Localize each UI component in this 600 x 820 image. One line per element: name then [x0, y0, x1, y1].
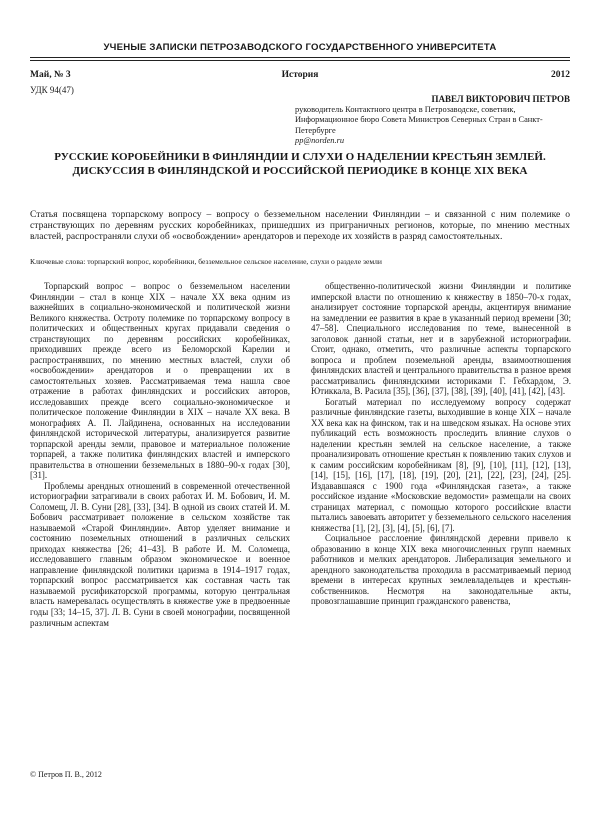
author-affiliation: руководитель Контактного центра в Петрозаводске, советник, Информационное бюро Совета Министров Северных Стран в Санкт-Петербурге — [295, 105, 543, 135]
section-name: История — [281, 70, 319, 80]
issue-number: Май, № 3 — [30, 70, 71, 80]
article-title: РУССКИЕ КОРОБЕЙНИКИ В ФИНЛЯНДИИ И СЛУХИ О НАДЕЛЕНИИ КРЕСТЬЯН ЗЕМЛЕЙ. ДИСКУССИЯ В ФИНЛЯНДСКОЙ И РОССИЙСКОЙ ПЕРИОДИКЕ В КОНЦЕ XIX ВЕКА — [54, 151, 546, 177]
journal-title: УЧЕНЫЕ ЗАПИСКИ ПЕТРОЗАВОДСКОГО ГОСУДАРСТВЕННОГО УНИВЕРСИТЕТА — [103, 42, 497, 53]
paragraph: Проблемы арендных отношений в современной отечественной историографии затрагивали в своих работах И. М. Бобович, И. М. Соломещ, Л. В. Суни [28], [33], [34]. В одной из своих статей И. М. Бобович рассматривает положение в сельском хозяйстве так называемой «Старой Финляндии». Автор уделяет внимание и состоянию поземельных отношений в различных сельских приходах княжества [26; 41–43]. В работе И. М. Соломеща, исследовавшего главным образом экономическое и военное направление финляндской политики царизма в 1914–1917 годах, торпарский вопрос рассматривается как составная часть так называемой русификаторской программы, которую центральная власть намеревалась осуществлять в княжестве уже в предвоенные годы [33; 14–15, 37]. Л. В. Суни в своей монографии, посвященной различным аспектам — [30, 480, 290, 628]
udk-code: УДК 94(47) — [30, 85, 74, 95]
paragraph: Социальное расслоение финляндской деревни привело к образованию в конце XIX века многочисленных групп наемных работников и мелких арендаторов. Либерализация земельного и арендного законодательства проходила в рассматриваемый период времени в интересах крупных землевладельцев и крестьян-собственников. Несмотря на законодательные акты, провозглашавшие принцип гражданского равенства, — [311, 533, 571, 607]
body-column-right — [311, 281, 571, 607]
header-rule-top — [30, 57, 570, 58]
publication-year: 2012 — [551, 70, 570, 80]
copyright-notice: © Петров П. В., 2012 — [30, 770, 102, 779]
author-block — [295, 94, 570, 146]
article-keywords: Ключевые слова: торпарский вопрос, коробейники, безземельное сельское население, слухи о разделе земли — [30, 257, 382, 266]
author-email[interactable]: pp@norden.ru — [295, 135, 345, 145]
body-column-left — [30, 281, 290, 628]
article-abstract: Статья посвящена торпарскому вопросу – вопросу о безземельном населении Финляндии – и связанной с ним полемике о странствующих по деревням русских коробейниках, пришедших из приграничных регионов, которые, по мнению местных властей, распространяли слухи об «освобождении» арендаторов и переходе их хозяйств в разряд самостоятельных. — [30, 209, 570, 243]
paragraph: общественно-политической жизни Финляндии и политике имперской власти по отношению к княжеству в 1850–70-х годах, анализирует состояние торпарской аренды, акцентируя внимание на замедлении ее развития в крае в указанный период времени [30; 47–58]. Специального исследования по теме, вынесенной в заголовок данной статьи, нет и в зарубежной историографии. Стоит, однако, отметить, что различные аспекты торпарского вопроса и проблем поземельной аренды, взаимоотношения финляндских властей и центрального правительства в разное время рассматривались финляндскими историками Г. Гебхардом, Э. Ютиккала, В. Расила [35], [36], [37], [38], [39], [40], [41], [42], [43]. — [311, 281, 571, 397]
paragraph: Богатый материал по исследуемому вопросу содержат различные финляндские газеты, выходившие в конце XIX – начале XX века как на финском, так и на шведском языках. На основе этих публикаций есть возможность проследить влияние слухов о наделении крестьян землей на сельское население, а также проанализировать отношение крестьян к появлению таких слухов и к самим российским коробейникам [8], [9], [10], [11], [12], [13], [14], [15], [16], [17], [18], [19], [20], [21], [22], [23], [24], [25]. Издававшаяся с 1900 года «Финляндская газета», а также российское издание «Московские ведомости» размещали на своих страницах материал, с помощью которого российские власти пытались завоевать авторитет у безземельного сельского населения княжества [1], [2], [3], [4], [5], [6], [7]. — [311, 396, 571, 533]
paragraph: Торпарский вопрос – вопрос о безземельном населении Финляндии – стал в конце XIX – начале XX века одним из важнейших в социально-экономической и политической жизни Великого княжества. Остроту полемике по торпарскому вопросу в политических и общественных кругах придавали сведения о странствующих по деревням российских коробейниках, приходивших прежде всего из Беломорской Карелии и распространявших, по мнению местных властей, слухи об «освобождении» арендаторов и о превращении их в самостоятельных хозяев. Рассматриваемая тема нашла свое отражение в работах финляндских и российских авторов, исследовавших прежде всего социально-экономическое и политическое положение Финляндии в XIX – начале XX века. В монографиях А. П. Лайдинена, основанных на исследовании финляндской исторической литературы, анализируется развитие торпарской аренды земли, правовое и материальное положение торпарей, а также политика финляндских властей и имперского правительства в отношении безземельных в 1880–90-х годах [30], [31]. — [30, 281, 290, 481]
header-rule-bottom — [30, 60, 570, 61]
author-name: ПАВЕЛ ВИКТОРОВИЧ ПЕТРОВ — [431, 94, 570, 104]
